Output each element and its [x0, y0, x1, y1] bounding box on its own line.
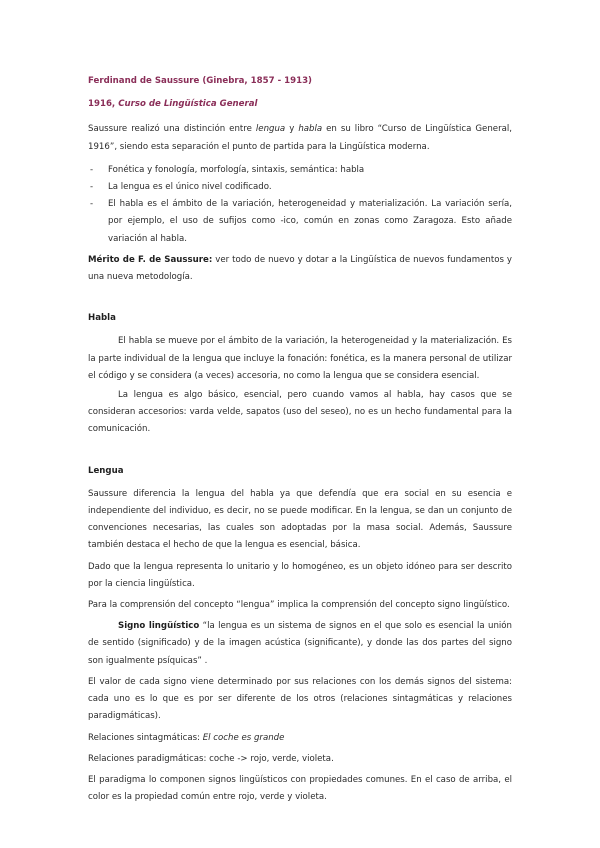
habla-paragraph-2: La lengua es algo básico, esencial, pero cuando vamos al habla, hay casos que se consideran accesorios: varda velde, sapatos (uso del seseo), no es un hecho fundamental para la comunicación.	[88, 390, 512, 435]
merit-label: Mérito de F. de Saussure:	[88, 254, 213, 265]
list-item-text: El habla es el ámbito de la variación, heterogeneidad y materialización. La variación sería, por ejemplo, el uso de sufijos como -ico, común en zonas como Zaragoza. Esto añade variación al habla.	[108, 199, 512, 244]
intro-bullet-list	[88, 162, 512, 248]
intro-term-lengua: lengua	[255, 124, 286, 135]
merit-text: ver todo de nuevo y dotar a la Lingüística de nuevos fundamentos y una nueva metodología.	[88, 254, 512, 283]
intro-text-2: en su libro “Curso de Lingüística General, 1916”, siendo esta separación el punto de partida para la Lingüística moderna.	[88, 124, 512, 152]
lengua-paragraph-5: El paradigma lo componen signos lingüísticos con propiedades comunes. En el caso de arriba, el color es la propiedad común entre rojo, verde y violeta.	[88, 774, 512, 803]
merit-paragraph	[88, 252, 512, 286]
document-title: Ferdinand de Saussure (Ginebra, 1857 - 1913)	[88, 76, 312, 86]
habla-paragraph-1: El habla se mueve por el ámbito de la variación, la heterogeneidad y la materialización. Es la parte individual de la lengua que incluye la fonación: fonética, es la manera personal de utilizar el código y se considera (a veces) accesoria, no como la lengua que se considera esencial.	[88, 336, 512, 381]
bullet-dash: -	[90, 164, 94, 175]
sintagmaticas-example: El coche es grande	[202, 732, 285, 743]
spacer	[88, 439, 512, 463]
document-subtitle	[88, 96, 512, 113]
signo-label: Signo lingüístico	[118, 621, 200, 632]
lengua-paragraph-2: Dado que la lengua representa lo unitario y lo homogéneo, es un objeto idóneo para ser descrito por la ciencia lingüística.	[88, 561, 512, 589]
list-item	[88, 179, 512, 196]
intro-text-1: Saussure realizó una distinción entre	[88, 124, 256, 135]
intro-text-y: y	[285, 124, 299, 135]
spacer	[88, 286, 512, 310]
lengua-paragraph-4: El valor de cada signo viene determinado por sus relaciones con los demás signos del sistema: cada uno es lo que es por ser diferente de los otros (relaciones sintagmáticas y relaciones paradigmáticas).	[88, 676, 512, 722]
signo-paragraph	[88, 618, 512, 670]
bullet-dash: -	[90, 199, 94, 210]
lengua-paragraph-1: Saussure diferencia la lengua del habla ya que defendía que era social en su esencia e independiente del individuo, es decir, no se puede modificar. En la lengua, se dan un conjunto de convenciones necesarias, las cuales son adoptadas por la masa social. Además, Saussure también destaca el hecho de que la lengua es esencial, básica.	[88, 488, 512, 551]
bullet-dash: -	[90, 182, 94, 193]
section-heading-lengua: Lengua	[88, 465, 124, 476]
list-item	[88, 196, 512, 248]
sintagmaticas-label: Relaciones sintagmáticas:	[88, 732, 203, 743]
lengua-paragraph-3: Para la comprensión del concepto “lengua” implica la comprensión del concepto signo lingüístico.	[88, 600, 510, 611]
intro-term-habla: habla	[298, 124, 323, 135]
signo-text: “la lengua es un sistema de signos en el que solo es esencial la unión de sentido (significado) y de la imagen acústica (significante), y donde las dos partes del signo son igualmente psíquicas” .	[88, 621, 512, 666]
list-item-text: Fonética y fonología, morfología, sintaxis, semántica: habla	[108, 164, 365, 175]
subtitle-year: 1916,	[88, 99, 119, 110]
list-item	[88, 162, 512, 179]
sintagmaticas-paragraph	[88, 730, 512, 747]
intro-paragraph	[88, 121, 512, 155]
paradigmaticas-paragraph: Relaciones paradigmáticas: coche -> rojo, verde, violeta.	[88, 753, 334, 764]
list-item-text: La lengua es el único nivel codificado.	[108, 182, 272, 193]
section-heading-habla: Habla	[88, 313, 116, 324]
subtitle-work: Curso de Lingüística General	[118, 99, 258, 110]
